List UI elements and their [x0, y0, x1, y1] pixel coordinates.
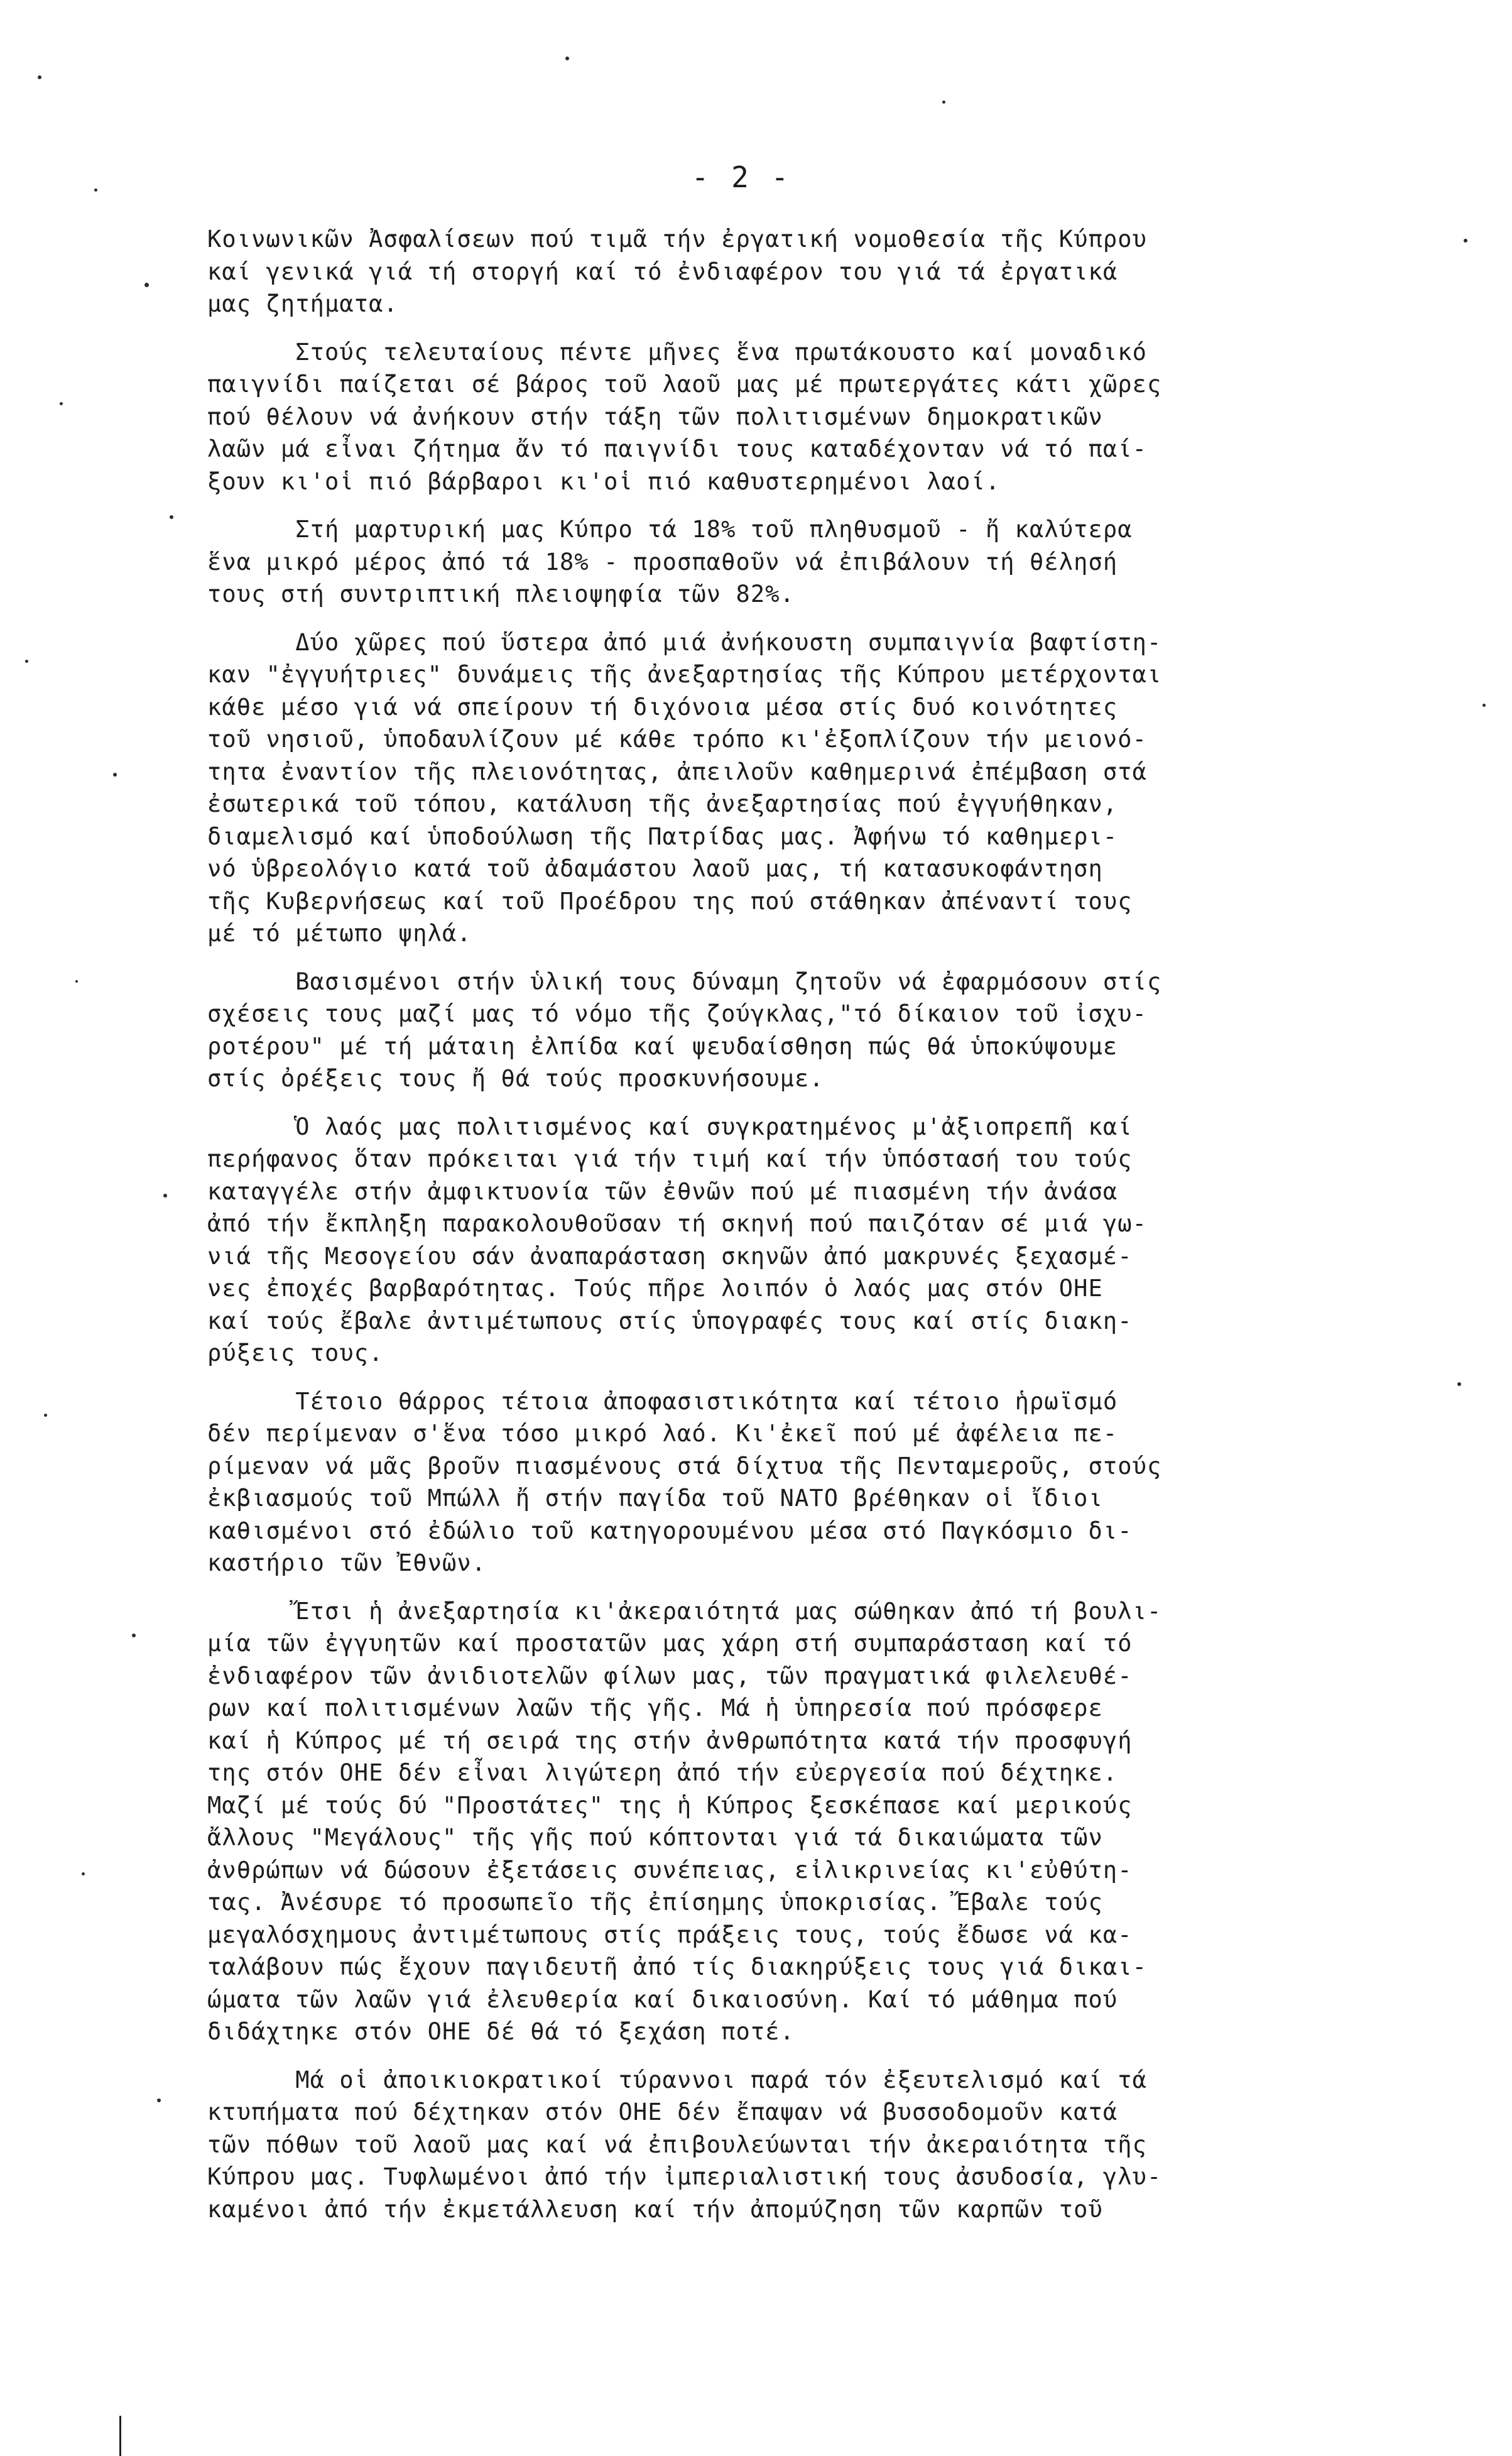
text-line: καθισμένοι στό ἐδώλιο τοῦ κατηγορουμένου μέσα στό Παγκόσμιο δι-	[207, 1517, 1133, 1544]
scan-speck	[94, 188, 97, 192]
paragraph	[207, 1111, 1464, 1370]
paragraph	[207, 966, 1464, 1095]
text-line: Κύπρου μας. Τυφλωμένοι ἀπό τήν ἰμπεριαλιστική τους ἀσυδοσία, γλυ-	[207, 2163, 1162, 2190]
text-line: ρων καί πολιτισμένων λαῶν τῆς γῆς. Μά ἡ ὑπηρεσία πού πρόσφερε	[207, 1695, 1103, 1722]
text-line: περήφανος ὅταν πρόκειται γιά τήν τιμή καί τήν ὑπόστασή του τούς	[207, 1145, 1133, 1172]
text-line: καί τούς ἔβαλε ἀντιμέτωπους στίς ὑπογραφές τους καί στίς διακη-	[207, 1307, 1133, 1334]
scan-speck	[565, 57, 569, 60]
scan-speck	[163, 1194, 167, 1198]
text-line: ρύξεις τους.	[207, 1340, 384, 1367]
text-line: Τέτοιο θάρρος τέτοια ἀποφασιστικότητα καί τέτοιο ἡρωϊσμό	[207, 1387, 1118, 1415]
text-line: Ὁ λαός μας πολιτισμένος καί συγκρατημένος μ'ἀξιοπρεπῆ καί	[207, 1113, 1133, 1140]
paragraph	[207, 2064, 1464, 2226]
scan-speck	[144, 283, 149, 287]
text-line: καστήριο τῶν Ἐθνῶν.	[207, 1549, 487, 1576]
text-line: καταγγέλε στήν ἀμφικτυονία τῶν ἐθνῶν πού μέ πιασμένη τήν ἀνάσα	[207, 1177, 1118, 1205]
paragraph	[207, 626, 1464, 950]
text-line: ἀπό τήν ἔκπληξη παρακολουθοῦσαν τή σκηνή πού παιζόταν σέ μιά γω-	[207, 1210, 1148, 1237]
text-line: ταλάβουν πώς ἔχουν παγιδευτῆ ἀπό τίς διακηρύξεις τους γιά δικαι-	[207, 1953, 1148, 1980]
scan-speck	[44, 1414, 47, 1417]
text-line: ἐκβιασμούς τοῦ Μπώλλ ἤ στήν παγίδα τοῦ ΝΑΤΟ βρέθηκαν οἱ ἴδιοι	[207, 1485, 1103, 1512]
scan-speck	[60, 402, 63, 405]
text-line: διαμελισμό καί ὑποδούλωση τῆς Πατρίδας μας. Ἀφήνω τό καθημερι-	[207, 822, 1118, 850]
text-line: Στούς τελευταίους πέντε μῆνες ἕνα πρωτάκουστο καί μοναδικό	[207, 338, 1148, 366]
text-line: Βασισμένοι στήν ὑλική τους δύναμη ζητοῦν νά ἐφαρμόσουν στίς	[207, 968, 1162, 995]
text-line: διδάχτηκε στόν ΟΗΕ δέ θά τό ξεχάση ποτέ.	[207, 2018, 795, 2045]
text-line: μία τῶν ἐγγυητῶν καί προστατῶν μας χάρη στή συμπαράσταση καί τό	[207, 1630, 1133, 1657]
text-line: νιά τῆς Μεσογείου σάν ἀναπαράσταση σκηνῶν ἀπό μακρυνές ξεχασμέ-	[207, 1242, 1133, 1270]
text-line: ἐσωτερικά τοῦ τόπου, κατάλυση τῆς ἀνεξαρτησίας πού ἐγγυήθηκαν,	[207, 790, 1118, 817]
text-line: μέ τό μέτωπο ψηλά.	[207, 920, 472, 947]
text-line: Δύο χῶρες πού ὕστερα ἀπό μιά ἀνήκουστη συμπαιγνία βαφτίστη-	[207, 628, 1162, 656]
text-line: λαῶν μά εἶναι ζήτημα ἄν τό παιγνίδι τους καταδέχονταν νά τό παί-	[207, 435, 1148, 462]
text-line: ροτέρου" μέ τή μάταιη ἐλπίδα καί ψευδαίσθηση πώς θά ὑποκύψουμε	[207, 1032, 1118, 1060]
text-line: μεγαλόσχημους ἀντιμέτωπους στίς πράξεις τους, τούς ἔδωσε νά κα-	[207, 1921, 1133, 1948]
text-line: καί ἡ Κύπρος μέ τή σειρά της στήν ἀνθρωπότητα κατά τήν προσφυγή	[207, 1727, 1133, 1754]
text-line: στίς ὀρέξεις τους ἤ θά τούς προσκυνήσουμε.	[207, 1065, 824, 1092]
text-line: ἄλλους "Μεγάλους" τῆς γῆς πού κόπτονται γιά τά δικαιώματα τῶν	[207, 1824, 1103, 1851]
scan-speck	[75, 980, 78, 983]
text-line: Μά οἱ ἀποικιοκρατικοί τύραννοι παρά τόν ἐξευτελισμό καί τά	[207, 2066, 1148, 2093]
text-line: τοῦ νησιοῦ, ὑποδαυλίζουν μέ κάθε τρόπο κι'ἐξοπλίζουν τήν μειονό-	[207, 726, 1148, 753]
text-line: ώματα τῶν λαῶν γιά ἐλευθερία καί δικαιοσύνη. Καί τό μάθημα πού	[207, 1985, 1118, 2013]
text-line: της στόν ΟΗΕ δέν εἶναι λιγώτερη ἀπό τήν εὐεργεσία πού δέχτηκε.	[207, 1759, 1118, 1786]
paragraph	[207, 513, 1464, 611]
text-line: τητα ἐναντίον τῆς πλειονότητας, ἀπειλοῦν καθημερινά ἐπέμβαση στά	[207, 758, 1148, 785]
text-line: καν "ἐγγυήτριες" δυνάμεις τῆς ἀνεξαρτησίας τῆς Κύπρου μετέρχονται	[207, 661, 1162, 688]
text-line: ἐνδιαφέρον τῶν ἀνιδιοτελῶν φίλων μας, τῶν πραγματικά φιλελευθέ-	[207, 1662, 1133, 1689]
scan-speck	[170, 515, 173, 519]
text-line: καμένοι ἀπό τήν ἐκμετάλλευση καί τήν ἀπομύζηση τῶν καρπῶν τοῦ	[207, 2195, 1103, 2223]
text-line: παιγνίδι παίζεται σέ βάρος τοῦ λαοῦ μας μέ πρωτεργάτες κάτι χῶρες	[207, 371, 1162, 398]
scan-speck	[1482, 704, 1486, 707]
text-line: τῶν πόθων τοῦ λαοῦ μας καί νά ἐπιβουλεύωνται τήν ἀκεραιότητα τῆς	[207, 2131, 1148, 2158]
body-text	[207, 223, 1464, 2241]
text-line: Μαζί μέ τούς δύ "Προστάτες" της ἡ Κύπρος ξεσκέπασε καί μερικούς	[207, 1791, 1133, 1819]
text-line: νό ὑβρεολόγιο κατά τοῦ ἀδαμάστου λαοῦ μας, τή κατασυκοφάντηση	[207, 855, 1103, 882]
paragraph	[207, 336, 1464, 498]
scan-speck	[157, 2099, 161, 2102]
text-line: ἀνθρώπων νά δώσουν ἐξετάσεις συνέπειας, εἰλικρινείας κι'εὐθύτη-	[207, 1856, 1133, 1884]
text-line: νες ἐποχές βαρβαρότητας. Τούς πῆρε λοιπόν ὁ λαός μας στόν ΟΗΕ	[207, 1275, 1103, 1302]
margin-mark	[119, 2416, 121, 2456]
text-line: κτυπήματα πού δέχτηκαν στόν ΟΗΕ δέν ἔπαψαν νά βυσσοδομοῦν κατά	[207, 2099, 1118, 2126]
paragraph	[207, 1385, 1464, 1580]
scan-speck	[113, 773, 117, 777]
text-line: ξουν κι'οἱ πιό βάρβαροι κι'οἱ πιό καθυστερημένοι λαοί.	[207, 467, 1001, 495]
scan-speck	[82, 1872, 85, 1875]
scan-speck	[1464, 239, 1467, 243]
text-line: δέν περίμεναν σ'ἕνα τόσο μικρό λαό. Κι'ἐκεῖ πού μέ ἀφέλεια πε-	[207, 1420, 1118, 1447]
text-line: ρίμεναν νά μᾶς βροῦν πιασμένους στά δίχτυα τῆς Πενταμεροῦς, στούς	[207, 1452, 1162, 1480]
text-line: κάθε μέσο γιά νά σπείρουν τή διχόνοια μέσα στίς δυό κοινότητες	[207, 693, 1118, 721]
text-line: Ἔτσι ἡ ἀνεξαρτησία κι'ἀκεραιότητά μας σώθηκαν ἀπό τή βουλι-	[207, 1597, 1162, 1625]
text-line: Στή μαρτυρική μας Κύπρο τά 18% τοῦ πληθυσμοῦ - ἤ καλύτερα	[207, 516, 1133, 543]
text-line: τῆς Κυβερνήσεως καί τοῦ Προέδρου της πού στάθηκαν ἀπέναντί τους	[207, 887, 1133, 915]
scan-speck	[1457, 1382, 1461, 1386]
scan-speck	[25, 660, 28, 663]
text-line: σχέσεις τους μαζί μας τό νόμο τῆς ζούγκλας,"τό δίκαιον τοῦ ἰσχυ-	[207, 1000, 1148, 1027]
text-line: τας. Ἀνέσυρε τό προσωπεῖο τῆς ἐπίσημης ὑποκρισίας. Ἔβαλε τούς	[207, 1889, 1103, 1916]
text-line: Κοινωνικῶν Ἀσφαλίσεων πού τιμᾶ τήν ἐργατική νομοθεσία τῆς Κύπρου	[207, 226, 1148, 253]
paragraph	[207, 1595, 1464, 2048]
text-line: τους στή συντριπτική πλειοψηφία τῶν 82%.	[207, 581, 795, 608]
scan-speck	[132, 1634, 136, 1637]
text-line: μας ζητήματα.	[207, 290, 398, 317]
scan-speck	[942, 101, 945, 104]
text-line: πού θέλουν νά ἀνήκουν στήν τάξη τῶν πολιτισμένων δημοκρατικῶν	[207, 403, 1103, 430]
scan-speck	[38, 75, 41, 79]
text-line: ἕνα μικρό μέρος ἀπό τά 18% - προσπαθοῦν νά ἐπιβάλουν τή θέλησή	[207, 548, 1118, 576]
paragraph	[207, 223, 1464, 320]
page-number: - 2 -	[691, 160, 791, 194]
text-line: καί γενικά γιά τή στοργή καί τό ἐνδιαφέρον του γιά τά ἐργατικά	[207, 258, 1118, 285]
